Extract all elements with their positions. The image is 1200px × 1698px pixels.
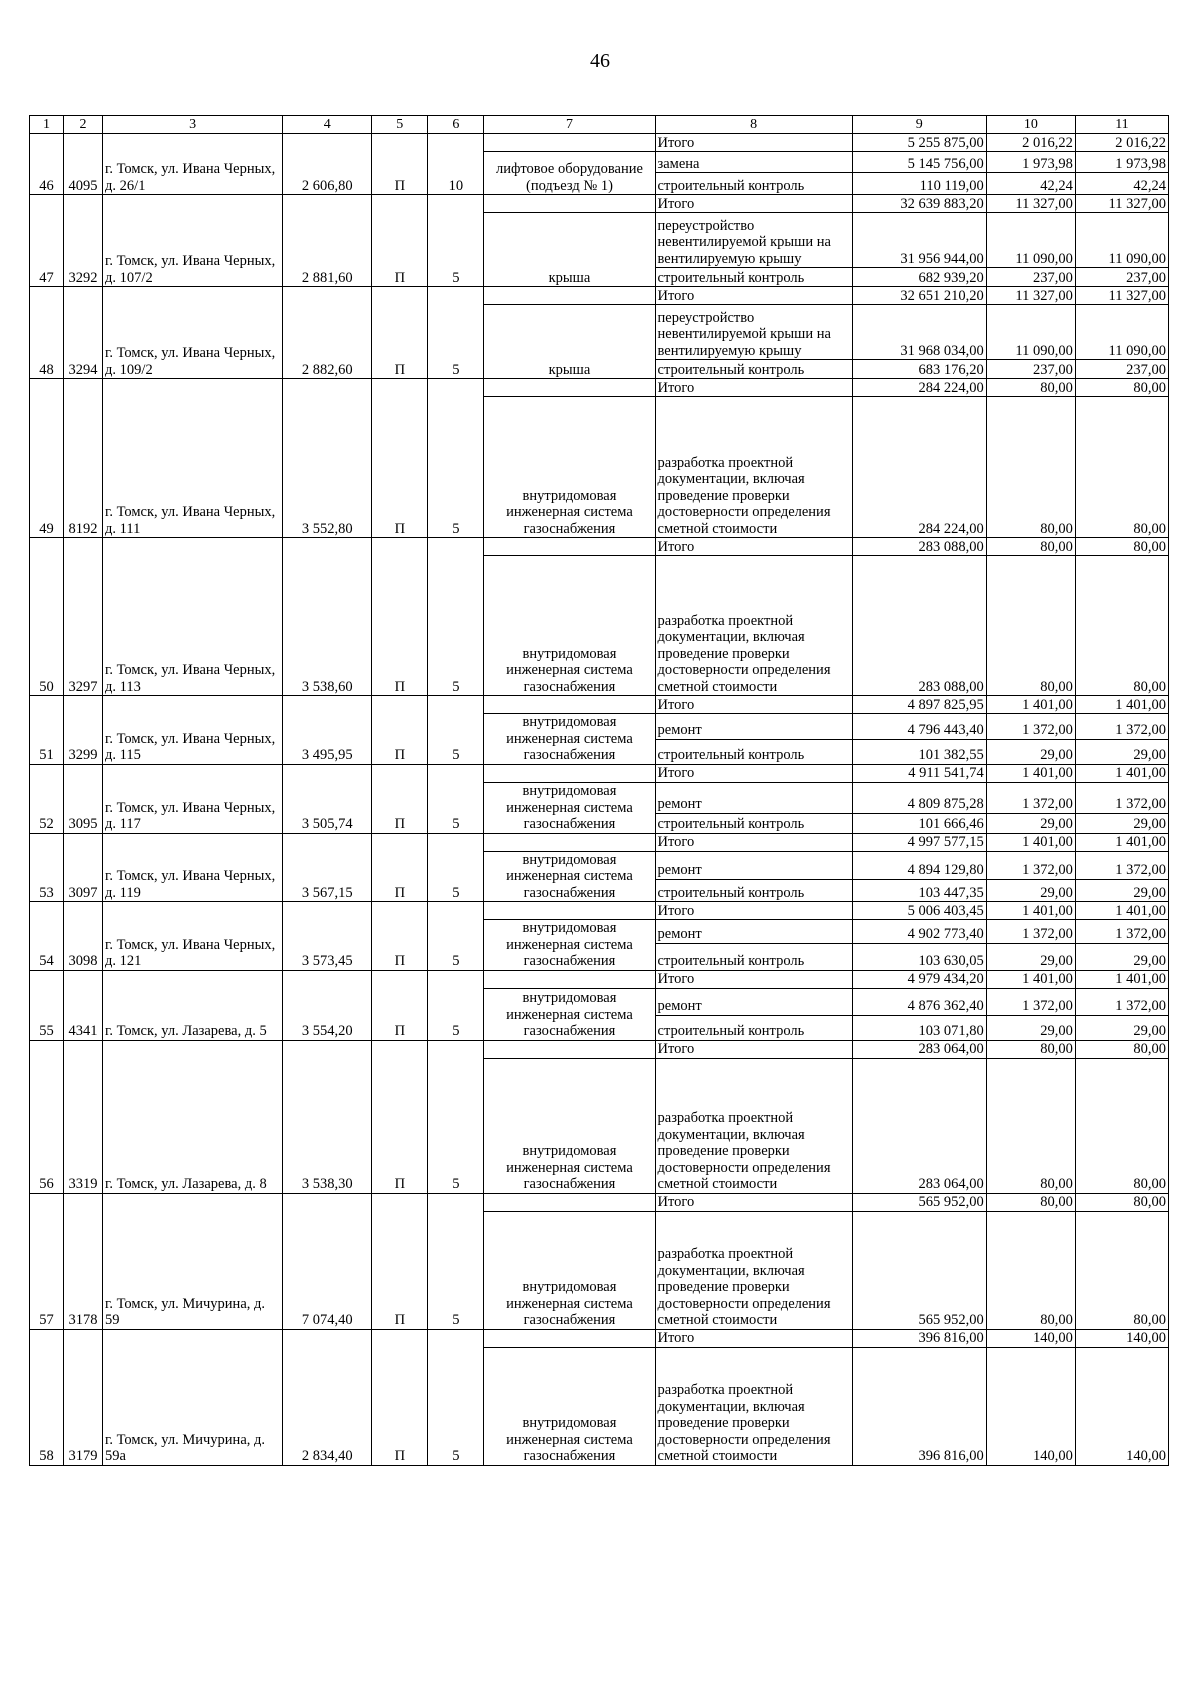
total-label: Итого	[655, 970, 852, 988]
row-number: 48	[30, 287, 64, 379]
column-number-9: 9	[852, 116, 986, 134]
work-max-cost-per-sqm: 80,00	[1075, 556, 1168, 696]
element-blank-cell	[484, 287, 655, 305]
wall-material: П	[372, 195, 428, 287]
total-label: Итого	[655, 764, 852, 782]
floors-count: 5	[428, 902, 484, 971]
total-sum: 32 651 210,20	[852, 287, 986, 305]
structural-element: внутридомовая инженерная система газоснабжения	[484, 1211, 655, 1329]
house-area: 3 552,80	[283, 379, 372, 538]
element-blank-cell	[484, 902, 655, 920]
work-max-cost-per-sqm: 140,00	[1075, 1347, 1168, 1465]
work-label: ремонт	[655, 988, 852, 1015]
total-max-cost-per-sqm: 140,00	[1075, 1329, 1168, 1347]
work-cost-per-sqm: 29,00	[986, 813, 1075, 833]
column-number-4: 4	[283, 116, 372, 134]
house-code: 3097	[64, 833, 103, 902]
work-max-cost-per-sqm: 237,00	[1075, 268, 1168, 287]
total-max-cost-per-sqm: 1 401,00	[1075, 902, 1168, 920]
house-area: 3 573,45	[283, 902, 372, 971]
house-code: 3178	[64, 1193, 103, 1329]
structural-element: крыша	[484, 305, 655, 379]
total-cost-per-sqm: 80,00	[986, 1193, 1075, 1211]
element-blank-cell	[484, 970, 655, 988]
wall-material: П	[372, 1040, 428, 1193]
total-cost-per-sqm: 2 016,22	[986, 134, 1075, 152]
floors-count: 5	[428, 538, 484, 696]
house-code: 3098	[64, 902, 103, 971]
house-address: г. Томск, ул. Ивана Черных, д. 121	[103, 902, 283, 971]
work-cost-per-sqm: 80,00	[986, 1058, 1075, 1193]
row-number: 49	[30, 379, 64, 538]
row-number: 51	[30, 696, 64, 765]
row-number: 52	[30, 764, 64, 833]
house-code: 3294	[64, 287, 103, 379]
work-label: строительный контроль	[655, 739, 852, 764]
wall-material: П	[372, 902, 428, 971]
column-number-5: 5	[372, 116, 428, 134]
total-label: Итого	[655, 379, 852, 397]
table-row	[30, 1329, 1169, 1347]
work-label: строительный контроль	[655, 268, 852, 287]
work-label: разработка проектной документации, включая проведение проверки достоверности определения сметной стоимости	[655, 1058, 852, 1193]
work-sum: 565 952,00	[852, 1211, 986, 1329]
house-code: 4095	[64, 134, 103, 195]
element-blank-cell	[484, 1329, 655, 1347]
total-cost-per-sqm: 80,00	[986, 379, 1075, 397]
work-sum: 284 224,00	[852, 397, 986, 538]
total-sum: 4 897 825,95	[852, 696, 986, 714]
work-max-cost-per-sqm: 29,00	[1075, 943, 1168, 970]
floors-count: 5	[428, 833, 484, 902]
work-sum: 31 956 944,00	[852, 213, 986, 268]
row-number: 50	[30, 538, 64, 696]
work-cost-per-sqm: 140,00	[986, 1347, 1075, 1465]
work-max-cost-per-sqm: 42,24	[1075, 173, 1168, 195]
work-cost-per-sqm: 1 372,00	[986, 714, 1075, 740]
column-number-6: 6	[428, 116, 484, 134]
work-label: переустройство невентилируемой крыши на вентилируемую крышу	[655, 213, 852, 268]
structural-element: внутридомовая инженерная система газоснабжения	[484, 988, 655, 1040]
total-max-cost-per-sqm: 80,00	[1075, 379, 1168, 397]
column-number-2: 2	[64, 116, 103, 134]
work-sum: 682 939,20	[852, 268, 986, 287]
table-row	[30, 379, 1169, 397]
total-label: Итого	[655, 134, 852, 152]
total-max-cost-per-sqm: 2 016,22	[1075, 134, 1168, 152]
structural-element: внутридомовая инженерная система газоснабжения	[484, 556, 655, 696]
work-max-cost-per-sqm: 80,00	[1075, 397, 1168, 538]
floors-count: 5	[428, 287, 484, 379]
floors-count: 10	[428, 134, 484, 195]
work-cost-per-sqm: 29,00	[986, 739, 1075, 764]
total-cost-per-sqm: 80,00	[986, 1040, 1075, 1058]
total-max-cost-per-sqm: 80,00	[1075, 538, 1168, 556]
work-sum: 5 145 756,00	[852, 152, 986, 173]
work-label: замена	[655, 152, 852, 173]
work-max-cost-per-sqm: 80,00	[1075, 1211, 1168, 1329]
table-row	[30, 287, 1169, 305]
total-cost-per-sqm: 11 327,00	[986, 195, 1075, 213]
table-row	[30, 134, 1169, 152]
work-sum: 101 382,55	[852, 739, 986, 764]
table-row	[30, 1040, 1169, 1058]
total-sum: 5 006 403,45	[852, 902, 986, 920]
work-max-cost-per-sqm: 29,00	[1075, 813, 1168, 833]
structural-element: лифтовое оборудование (подъезд № 1)	[484, 152, 655, 195]
total-cost-per-sqm: 1 401,00	[986, 970, 1075, 988]
work-sum: 31 968 034,00	[852, 305, 986, 360]
work-max-cost-per-sqm: 29,00	[1075, 739, 1168, 764]
table-row	[30, 902, 1169, 920]
total-sum: 4 979 434,20	[852, 970, 986, 988]
house-area: 2 881,60	[283, 195, 372, 287]
work-sum: 283 088,00	[852, 556, 986, 696]
element-blank-cell	[484, 764, 655, 782]
table-row	[30, 696, 1169, 714]
table-row	[30, 195, 1169, 213]
element-blank-cell	[484, 696, 655, 714]
structural-element: внутридомовая инженерная система газоснабжения	[484, 851, 655, 902]
total-sum: 32 639 883,20	[852, 195, 986, 213]
wall-material: П	[372, 833, 428, 902]
structural-element: внутридомовая инженерная система газоснабжения	[484, 1347, 655, 1465]
total-max-cost-per-sqm: 1 401,00	[1075, 764, 1168, 782]
work-max-cost-per-sqm: 237,00	[1075, 360, 1168, 379]
house-area: 3 567,15	[283, 833, 372, 902]
total-cost-per-sqm: 1 401,00	[986, 696, 1075, 714]
work-label: ремонт	[655, 851, 852, 879]
house-area: 3 495,95	[283, 696, 372, 765]
total-sum: 565 952,00	[852, 1193, 986, 1211]
structural-element: внутридомовая инженерная система газоснабжения	[484, 397, 655, 538]
total-sum: 283 064,00	[852, 1040, 986, 1058]
work-label: строительный контроль	[655, 943, 852, 970]
total-max-cost-per-sqm: 1 401,00	[1075, 696, 1168, 714]
work-cost-per-sqm: 29,00	[986, 943, 1075, 970]
floors-count: 5	[428, 1329, 484, 1465]
house-address: г. Томск, ул. Ивана Черных, д. 111	[103, 379, 283, 538]
house-area: 3 538,30	[283, 1040, 372, 1193]
house-code: 3292	[64, 195, 103, 287]
work-sum: 110 119,00	[852, 173, 986, 195]
column-number-11: 11	[1075, 116, 1168, 134]
house-area: 2 882,60	[283, 287, 372, 379]
total-cost-per-sqm: 1 401,00	[986, 833, 1075, 851]
work-cost-per-sqm: 237,00	[986, 360, 1075, 379]
total-max-cost-per-sqm: 1 401,00	[1075, 833, 1168, 851]
total-label: Итого	[655, 1193, 852, 1211]
column-numbers-row	[30, 116, 1169, 134]
work-sum: 4 796 443,40	[852, 714, 986, 740]
total-max-cost-per-sqm: 11 327,00	[1075, 287, 1168, 305]
row-number: 57	[30, 1193, 64, 1329]
work-label: переустройство невентилируемой крыши на вентилируемую крышу	[655, 305, 852, 360]
work-label: строительный контроль	[655, 813, 852, 833]
work-cost-per-sqm: 1 372,00	[986, 988, 1075, 1015]
structural-element: внутридомовая инженерная система газоснабжения	[484, 920, 655, 971]
house-code: 3179	[64, 1329, 103, 1465]
total-label: Итого	[655, 195, 852, 213]
element-blank-cell	[484, 1040, 655, 1058]
work-label: ремонт	[655, 714, 852, 740]
wall-material: П	[372, 134, 428, 195]
work-cost-per-sqm: 80,00	[986, 556, 1075, 696]
element-blank-cell	[484, 195, 655, 213]
total-label: Итого	[655, 287, 852, 305]
table-row	[30, 1193, 1169, 1211]
structural-element: крыша	[484, 213, 655, 287]
work-max-cost-per-sqm: 1 372,00	[1075, 851, 1168, 879]
work-sum: 283 064,00	[852, 1058, 986, 1193]
work-cost-per-sqm: 237,00	[986, 268, 1075, 287]
work-cost-per-sqm: 1 372,00	[986, 782, 1075, 813]
house-address: г. Томск, ул. Лазарева, д. 8	[103, 1040, 283, 1193]
house-address: г. Томск, ул. Ивана Черных, д. 113	[103, 538, 283, 696]
work-sum: 4 902 773,40	[852, 920, 986, 944]
work-max-cost-per-sqm: 11 090,00	[1075, 305, 1168, 360]
house-address: г. Томск, ул. Мичурина, д. 59	[103, 1193, 283, 1329]
wall-material: П	[372, 764, 428, 833]
wall-material: П	[372, 1193, 428, 1329]
floors-count: 5	[428, 1040, 484, 1193]
repair-program-table	[29, 115, 1169, 1466]
work-sum: 103 447,35	[852, 879, 986, 901]
row-number: 47	[30, 195, 64, 287]
total-sum: 5 255 875,00	[852, 134, 986, 152]
work-cost-per-sqm: 11 090,00	[986, 213, 1075, 268]
floors-count: 5	[428, 195, 484, 287]
work-max-cost-per-sqm: 1 372,00	[1075, 714, 1168, 740]
total-label: Итого	[655, 1040, 852, 1058]
total-cost-per-sqm: 140,00	[986, 1329, 1075, 1347]
total-label: Итого	[655, 538, 852, 556]
work-label: строительный контроль	[655, 173, 852, 195]
total-sum: 396 816,00	[852, 1329, 986, 1347]
work-label: ремонт	[655, 920, 852, 944]
work-cost-per-sqm: 1 372,00	[986, 851, 1075, 879]
column-number-1: 1	[30, 116, 64, 134]
table-row	[30, 970, 1169, 988]
work-sum: 103 630,05	[852, 943, 986, 970]
total-sum: 4 997 577,15	[852, 833, 986, 851]
column-number-7: 7	[484, 116, 655, 134]
work-label: ремонт	[655, 782, 852, 813]
work-max-cost-per-sqm: 80,00	[1075, 1058, 1168, 1193]
house-code: 8192	[64, 379, 103, 538]
work-cost-per-sqm: 1 372,00	[986, 920, 1075, 944]
work-label: разработка проектной документации, включая проведение проверки достоверности определения сметной стоимости	[655, 397, 852, 538]
work-sum: 4 894 129,80	[852, 851, 986, 879]
house-address: г. Томск, ул. Ивана Черных, д. 117	[103, 764, 283, 833]
work-label: разработка проектной документации, включая проведение проверки достоверности определения сметной стоимости	[655, 556, 852, 696]
work-max-cost-per-sqm: 1 372,00	[1075, 920, 1168, 944]
house-address: г. Томск, ул. Ивана Черных, д. 107/2	[103, 195, 283, 287]
column-number-10: 10	[986, 116, 1075, 134]
table-row	[30, 538, 1169, 556]
work-cost-per-sqm: 80,00	[986, 1211, 1075, 1329]
work-cost-per-sqm: 80,00	[986, 397, 1075, 538]
work-cost-per-sqm: 29,00	[986, 1015, 1075, 1040]
floors-count: 5	[428, 764, 484, 833]
work-sum: 4 876 362,40	[852, 988, 986, 1015]
work-max-cost-per-sqm: 1 372,00	[1075, 988, 1168, 1015]
house-area: 7 074,40	[283, 1193, 372, 1329]
floors-count: 5	[428, 696, 484, 765]
element-blank-cell	[484, 833, 655, 851]
structural-element: внутридомовая инженерная система газоснабжения	[484, 782, 655, 833]
column-number-3: 3	[103, 116, 283, 134]
house-address: г. Томск, ул. Ивана Черных, д. 119	[103, 833, 283, 902]
row-number: 55	[30, 970, 64, 1040]
work-label: строительный контроль	[655, 360, 852, 379]
house-area: 3 538,60	[283, 538, 372, 696]
total-label: Итого	[655, 1329, 852, 1347]
house-area: 2 606,80	[283, 134, 372, 195]
house-address: г. Томск, ул. Ивана Черных, д. 26/1	[103, 134, 283, 195]
total-max-cost-per-sqm: 1 401,00	[1075, 970, 1168, 988]
page-number: 46	[590, 50, 610, 72]
wall-material: П	[372, 379, 428, 538]
wall-material: П	[372, 538, 428, 696]
row-number: 53	[30, 833, 64, 902]
work-sum: 4 809 875,28	[852, 782, 986, 813]
work-sum: 396 816,00	[852, 1347, 986, 1465]
total-max-cost-per-sqm: 11 327,00	[1075, 195, 1168, 213]
house-code: 3095	[64, 764, 103, 833]
row-number: 54	[30, 902, 64, 971]
floors-count: 5	[428, 970, 484, 1040]
house-code: 4341	[64, 970, 103, 1040]
work-cost-per-sqm: 29,00	[986, 879, 1075, 901]
floors-count: 5	[428, 1193, 484, 1329]
house-code: 3319	[64, 1040, 103, 1193]
house-address: г. Томск, ул. Лазарева, д. 5	[103, 970, 283, 1040]
total-cost-per-sqm: 11 327,00	[986, 287, 1075, 305]
total-sum: 283 088,00	[852, 538, 986, 556]
column-number-8: 8	[655, 116, 852, 134]
house-address: г. Томск, ул. Ивана Черных, д. 109/2	[103, 287, 283, 379]
structural-element: внутридомовая инженерная система газоснабжения	[484, 1058, 655, 1193]
total-cost-per-sqm: 1 401,00	[986, 764, 1075, 782]
total-label: Итого	[655, 902, 852, 920]
wall-material: П	[372, 1329, 428, 1465]
work-label: разработка проектной документации, включая проведение проверки достоверности определения сметной стоимости	[655, 1211, 852, 1329]
element-blank-cell	[484, 1193, 655, 1211]
row-number: 58	[30, 1329, 64, 1465]
wall-material: П	[372, 696, 428, 765]
work-max-cost-per-sqm: 29,00	[1075, 1015, 1168, 1040]
total-cost-per-sqm: 1 401,00	[986, 902, 1075, 920]
element-blank-cell	[484, 379, 655, 397]
row-number: 46	[30, 134, 64, 195]
work-cost-per-sqm: 11 090,00	[986, 305, 1075, 360]
total-max-cost-per-sqm: 80,00	[1075, 1040, 1168, 1058]
work-label: разработка проектной документации, включая проведение проверки достоверности определения сметной стоимости	[655, 1347, 852, 1465]
total-sum: 284 224,00	[852, 379, 986, 397]
house-area: 3 505,74	[283, 764, 372, 833]
work-label: строительный контроль	[655, 879, 852, 901]
table-row	[30, 833, 1169, 851]
work-max-cost-per-sqm: 29,00	[1075, 879, 1168, 901]
total-label: Итого	[655, 696, 852, 714]
total-sum: 4 911 541,74	[852, 764, 986, 782]
wall-material: П	[372, 287, 428, 379]
work-max-cost-per-sqm: 1 372,00	[1075, 782, 1168, 813]
total-max-cost-per-sqm: 80,00	[1075, 1193, 1168, 1211]
table-row	[30, 764, 1169, 782]
house-code: 3299	[64, 696, 103, 765]
work-max-cost-per-sqm: 1 973,98	[1075, 152, 1168, 173]
work-cost-per-sqm: 1 973,98	[986, 152, 1075, 173]
house-area: 2 834,40	[283, 1329, 372, 1465]
house-code: 3297	[64, 538, 103, 696]
work-sum: 683 176,20	[852, 360, 986, 379]
work-sum: 101 666,46	[852, 813, 986, 833]
structural-element: внутридомовая инженерная система газоснабжения	[484, 714, 655, 765]
work-max-cost-per-sqm: 11 090,00	[1075, 213, 1168, 268]
row-number: 56	[30, 1040, 64, 1193]
element-blank-cell	[484, 538, 655, 556]
total-cost-per-sqm: 80,00	[986, 538, 1075, 556]
element-blank-cell	[484, 134, 655, 152]
floors-count: 5	[428, 379, 484, 538]
house-address: г. Томск, ул. Ивана Черных, д. 115	[103, 696, 283, 765]
work-sum: 103 071,80	[852, 1015, 986, 1040]
wall-material: П	[372, 970, 428, 1040]
house-area: 3 554,20	[283, 970, 372, 1040]
house-address: г. Томск, ул. Мичурина, д. 59а	[103, 1329, 283, 1465]
total-label: Итого	[655, 833, 852, 851]
work-label: строительный контроль	[655, 1015, 852, 1040]
work-cost-per-sqm: 42,24	[986, 173, 1075, 195]
